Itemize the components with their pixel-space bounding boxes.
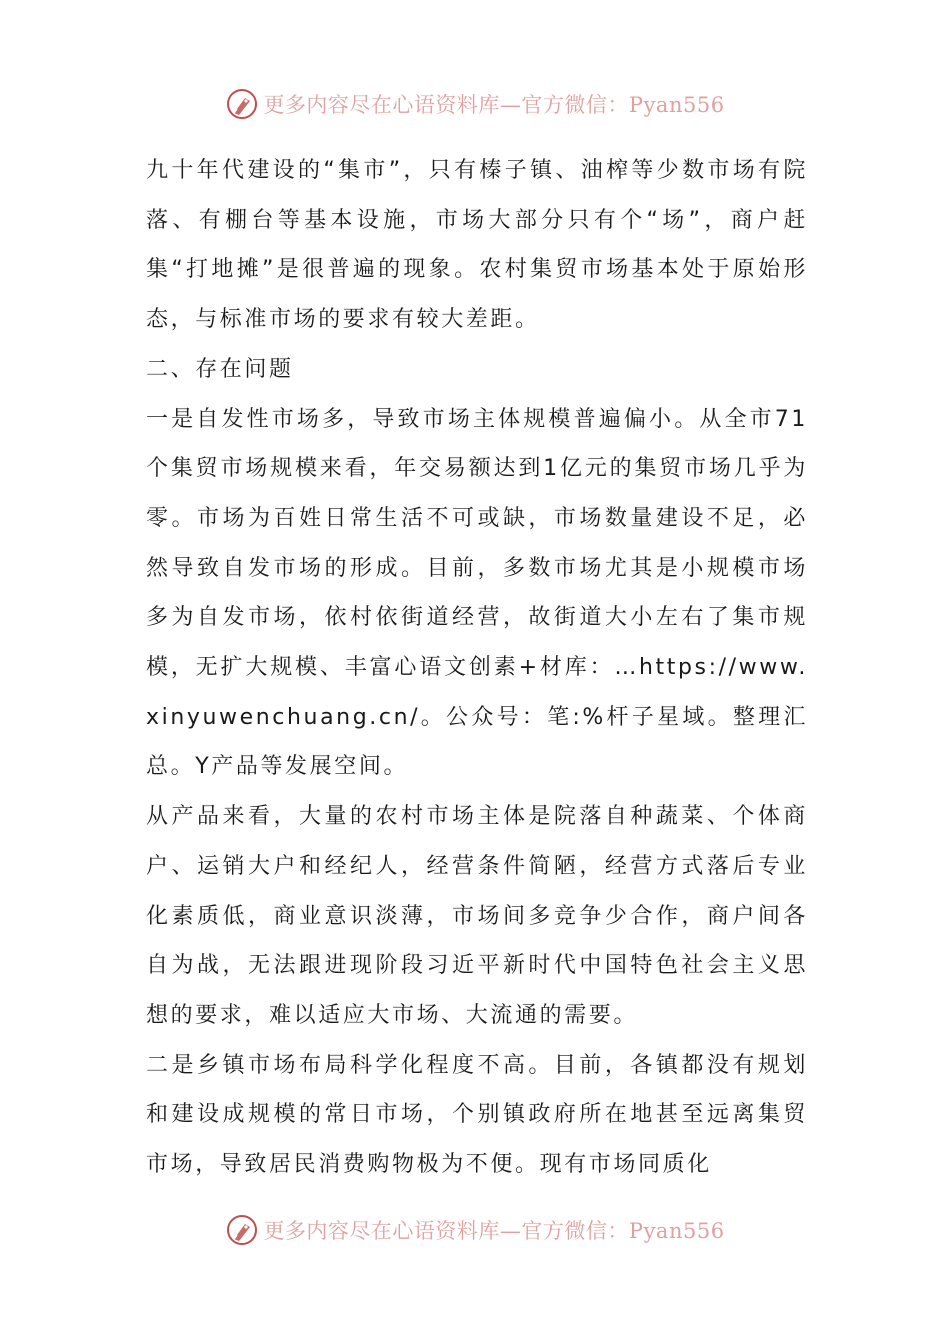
footer-banner-text: 更多内容尽在心语资料库—官方微信：Pyan556	[263, 1219, 725, 1243]
paragraph-3: 从产品来看，大量的农村市场主体是院落自种蔬菜、个体商户、运销大户和经纪人，经营条件简陋，经营方式落后专业化素质低，商业意识淡薄，市场间多竞争少合作，商户间各自为战，无法跟进现阶段习近平新时代中国特色社会主义思想的要求，难以适应大市场、大流通的需要。	[146, 804, 808, 1028]
section-heading: 二、存在问题	[146, 356, 294, 382]
pen-nib-logo-icon	[225, 87, 259, 121]
document-body	[146, 146, 808, 1190]
footer-banner	[0, 1210, 950, 1250]
paragraph-2: 一是自发性市场多，导致市场主体规模普遍偏小。从全市71个集贸市场规模来看，年交易额达到1亿元的集贸市场几乎为零。市场为百姓日常生活不可或缺，市场数量建设不足，必然导致自发市场的形成。目前，多数市场尤其是小规模市场多为自发市场，依村依街道经营，故街道大小左右了集市规模，无扩大规模、丰富心语文创素+材库：…https://www.xinyuwenchuang.cn/。公众号：笔:%杆子星域。整理汇总。Y产品等发展空间。	[146, 406, 808, 780]
paragraph-4: 二是乡镇市场布局科学化程度不高。目前，各镇都没有规划和建设成规模的常日市场，个别镇政府所在地甚至远离集贸市场，导致居民消费购物极为不便。现有市场同质化	[146, 1052, 808, 1178]
header-banner-text: 更多内容尽在心语资料库—官方微信：Pyan556	[263, 93, 725, 117]
header-banner	[0, 84, 950, 124]
pen-nib-logo-icon	[225, 1213, 259, 1247]
paragraph-1: 九十年代建设的“集市”，只有榛子镇、油榨等少数市场有院落、有棚台等基本设施，市场大部分只有个“场”，商户赶集“打地摊”是很普遍的现象。农村集贸市场基本处于原始形态，与标准市场的要求有较大差距。	[146, 158, 808, 333]
